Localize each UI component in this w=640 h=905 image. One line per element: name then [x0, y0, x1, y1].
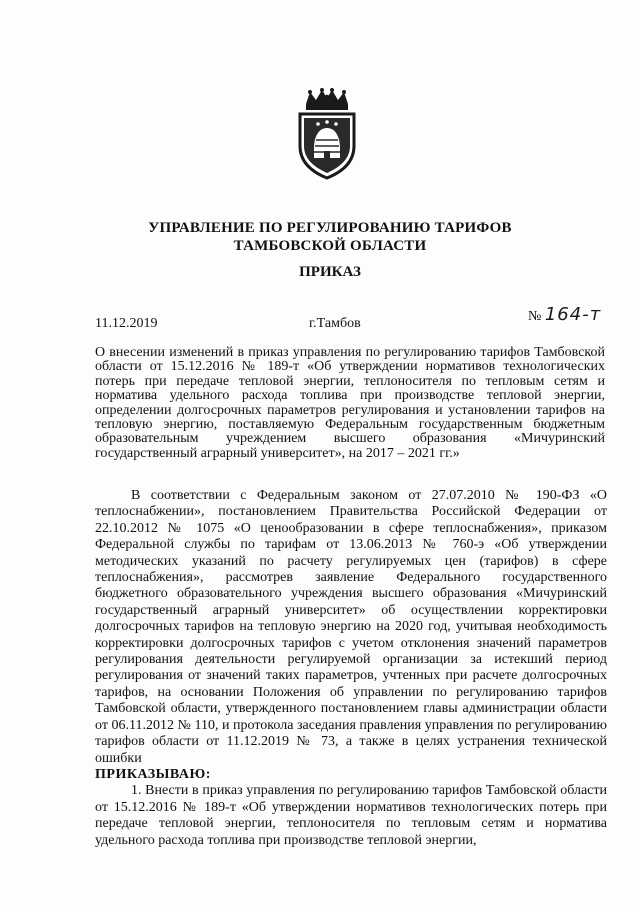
number-prefix: № — [528, 309, 542, 324]
preamble-paragraph: В соответствии с Федеральным законом от 27.07.2010 № 190-ФЗ «О теплоснабжении», постановлением Правительства Российской Федерации от 22.10.2012 № 1075 «О ценообразовании в сфере теплоснабжения», приказом Федеральной службы по тарифам от 13.06.2013 № 760-э «Об утверждении методических указаний по расчету регулируемых цен (тарифов) в сфере теплоснабжения», рассмотрев заявление Федерального государственного бюджетного образовательного учреждения высшего образования «Мичуринский государственный аграрный университет» об осуществлении корректировки долгосрочных тарифов на тепловую энергию на 2020 год, учитывая необходимость корректировки долгосрочных тарифов с учетом отклонения значений параметров регулирования деятельности регулируемой организации за истекший период регулирования от значений таких параметров, учтенных при расчете долгосрочных тарифов, на основании Положения об управлении по регулированию тарифов Тамбовской области, утвержденного постановлением главы администрации области от 06.11.2012 № 110, и протокола заседания правления управления по регулированию тарифов области от 11.12.2019 № 73, а также в целях устранения технической ошибки — [95, 488, 607, 766]
organization-name-line-2: ТАМБОВСКОЙ ОБЛАСТИ — [233, 238, 427, 254]
document-type-title: ПРИКАЗ — [299, 264, 361, 280]
handwritten-number: 164-т — [544, 304, 602, 325]
tambov-coat-of-arms-icon — [292, 88, 362, 180]
organization-name-line-1: УПРАВЛЕНИЕ ПО РЕГУЛИРОВАНИЮ ТАРИФОВ — [148, 220, 512, 236]
document-subject: О внесении изменений в приказ управления по регулированию тарифов Тамбовской области от 15.12.2016 № 189-т «Об утверждении нормативов технологических потерь при передаче тепловой энергии, теплоносителя по тепловым сетям и норматива удельного расхода топлива при производстве тепловой энергии, определении долгосрочных параметров регулирования и установлении тарифов на тепловую энергию, поставляемую Федеральным государственным бюджетным образовательным учреждением высшего образования «Мичуринский государственный аграрный университет», на 2017 – 2021 гг.» — [95, 345, 605, 461]
document-number — [528, 304, 601, 325]
order-item-1: 1. Внести в приказ управления по регулированию тарифов Тамбовской области от 15.12.2016 № 189-т «Об утверждении нормативов технологических потерь при передаче тепловой энергии, теплоносителя по тепловым сетям и норматива удельного расхода топлива при производстве тепловой энергии, — [95, 783, 607, 848]
document-city: г.Тамбов — [309, 316, 361, 331]
document-date: 11.12.2019 — [95, 316, 158, 331]
document-body — [95, 488, 607, 849]
decree-heading: ПРИКАЗЫВАЮ: — [95, 766, 211, 782]
